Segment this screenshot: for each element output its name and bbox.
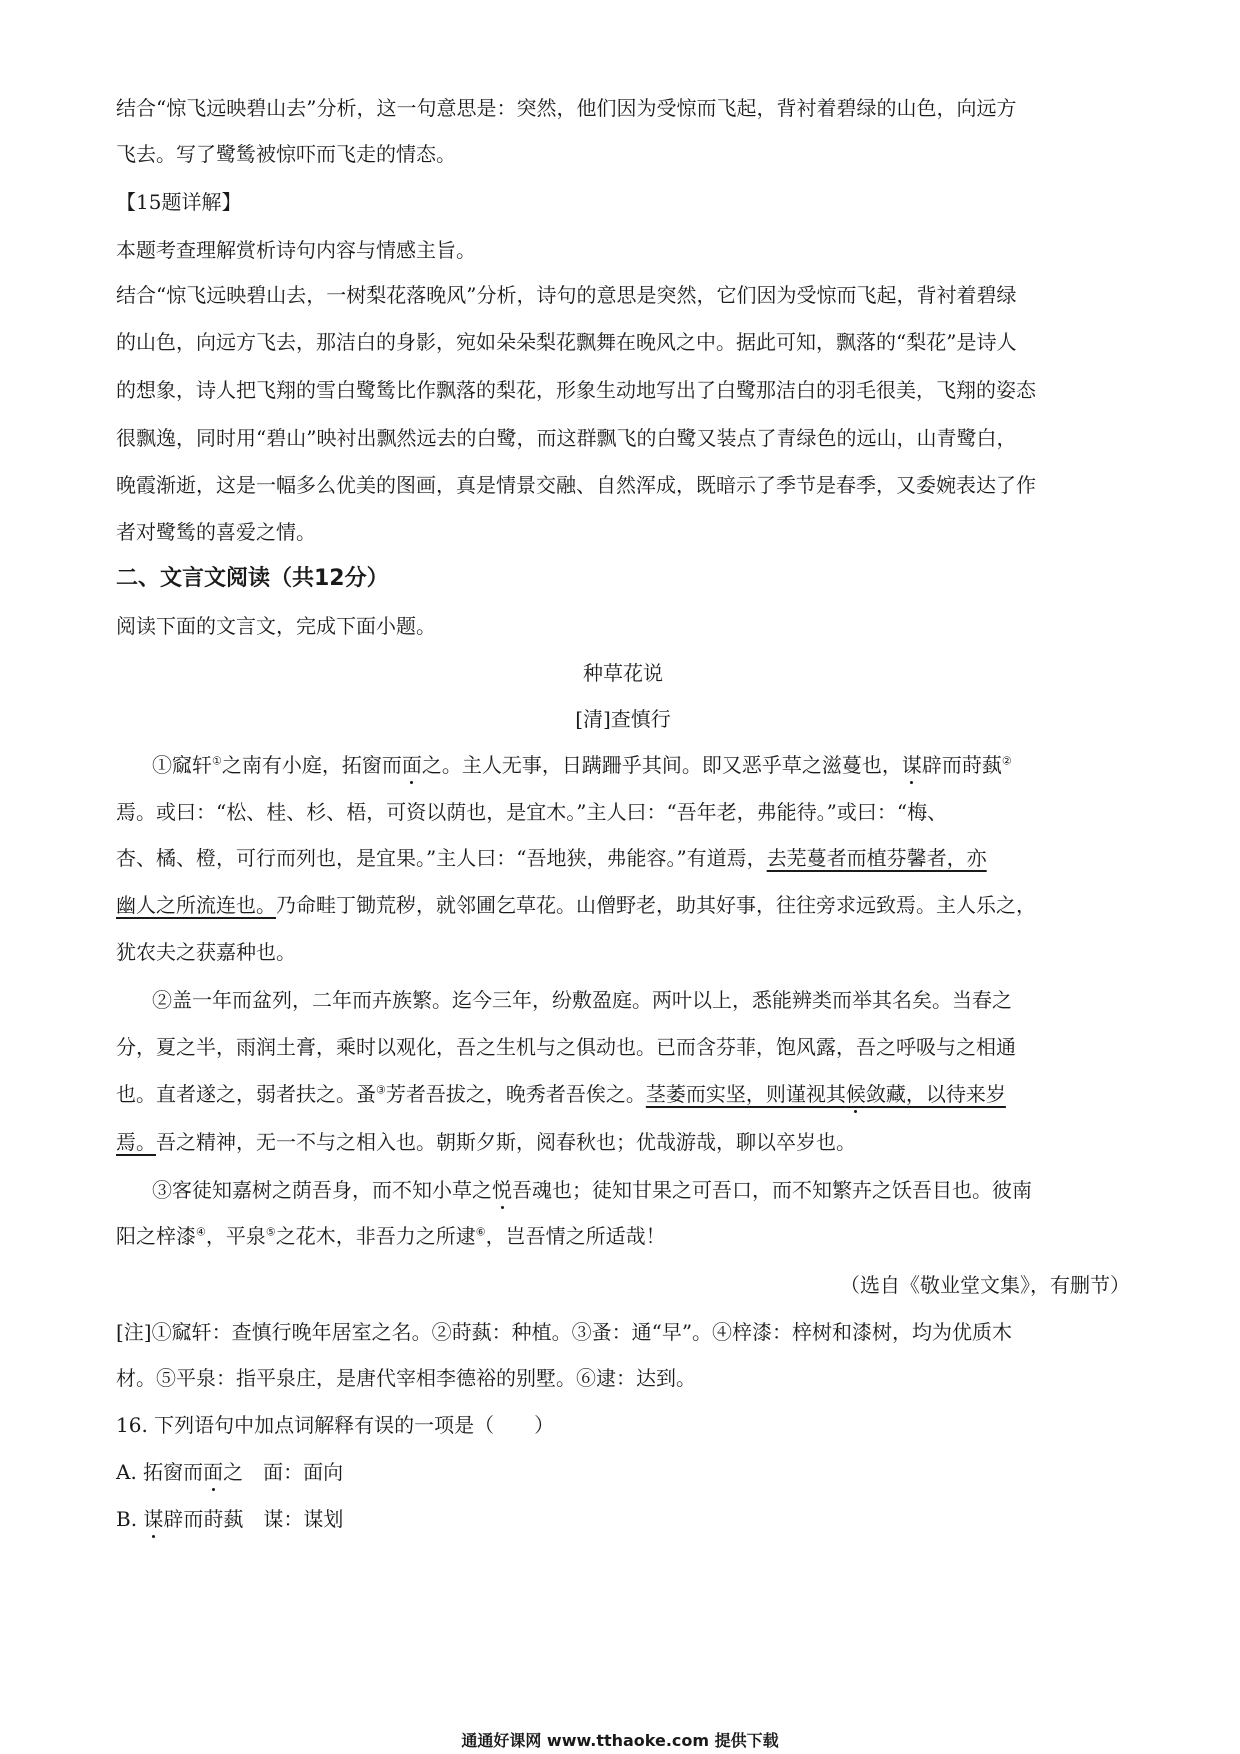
- text-line: 幽人之所流连也。乃命畦丁锄荒秽，就邻圃乞草花。山僧野老，助其好事，往往旁求远致焉。主人乐之，: [116, 893, 1036, 917]
- question-16: 16. 下列语句中加点词解释有误的一项是（ ）: [116, 1413, 555, 1437]
- dotted-word: 悦: [492, 1178, 512, 1202]
- text-line: 焉。或曰：“松、桂、杉、梧，可资以荫也，是宜木。”主人曰：“吾年老，弗能待。”或曰：“梅、: [116, 800, 948, 824]
- text-line: 很飘逸，同时用“碧山”映衬出飘然远去的白鹭，而这群飘飞的白鹭又装点了青绿色的远山，山青鹭白，: [116, 426, 1017, 450]
- text-line: 的想象，诗人把飞翔的雪白鹭鸶比作飘落的梨花，形象生动地写出了白鹭那洁白的羽毛很美，飞翔的姿态: [116, 378, 1036, 402]
- source-citation: （选自《敬业堂文集》，有删节）: [840, 1273, 1130, 1297]
- underlined-sentence: 去芜蔓者而植芬馨者，亦: [766, 846, 987, 870]
- annotation-line: [注]①窳轩：查慎行晚年居室之名。②莳蓺：种植。③蚤：通“早”。④梓漆：梓树和漆树，均为优质木: [116, 1320, 1013, 1344]
- essay-paragraph-2: ②盖一年而盆列，二年而卉族繁。迄今三年，纷敷盈庭。两叶以上，悉能辨类而举其名矣。当春之: [152, 988, 1012, 1012]
- option-b: B. 谋辟而莳蓺 谋：谋划: [116, 1507, 344, 1531]
- page-footer: 通通好课网 www.tthaoke.com 提供下载: [461, 1731, 779, 1750]
- dotted-word: 谋: [143, 1507, 164, 1531]
- section-heading: 二、文言文阅读（共12分）: [116, 566, 389, 591]
- text-line: 阳之梓漆④，平泉⑤之花木，非吾力之所逮⑥，岂吾情之所适哉！: [116, 1224, 666, 1248]
- dotted-word: 谋: [901, 753, 922, 777]
- text-line: 杏、橘、橙，可行而列也，是宜果。”主人曰：“吾地狭，弗能容。”有道焉，去芜蔓者而植芬馨者，亦: [116, 846, 987, 870]
- text-line: 者对鹭鸶的喜爱之情。: [116, 520, 316, 544]
- essay-paragraph-3: ③客徒知嘉树之荫吾身，而不知小草之悦吾魂也；徒知甘果之可吾口，而不知繁卉之饫吾目也。彼南: [152, 1178, 1032, 1202]
- dotted-word: 面: [401, 753, 422, 777]
- essay-title: 种草花说: [583, 661, 663, 685]
- text-line: 也。直者遂之，弱者扶之。蚤③芳者吾拔之，晚秀者吾俟之。茎萎而实坚，则谨视其候敛藏，以待来岁: [116, 1082, 1006, 1106]
- text-line: 本题考查理解赏析诗句内容与情感主旨。: [116, 238, 476, 262]
- essay-paragraph-1: ①窳轩①之南有小庭，拓窗而面之。主人无事，日蹒跚乎其间。即又恶乎草之滋蔓也，谋辟而莳蓺②: [152, 753, 1012, 777]
- dotted-word: 候: [845, 1082, 866, 1106]
- text-line: 的山色，向远方飞去，那洁白的身影，宛如朵朵梨花飘舞在晚风之中。据此可知，飘落的“梨花”是诗人: [116, 330, 1017, 354]
- text-line: 分，夏之半，雨润土膏，乘时以观化，吾之生机与之俱动也。已而含芬菲，饱风露，吾之呼吸与之相通: [116, 1035, 1016, 1059]
- annotation-line: 材。⑤平泉：指平泉庄，是唐代宰相李德裕的别墅。⑥逮：达到。: [116, 1366, 696, 1390]
- essay-author: [清]查慎行: [575, 707, 671, 731]
- text-line: 犹农夫之获嘉种也。: [116, 940, 296, 964]
- question-detail-heading: 【15题详解】: [116, 190, 242, 214]
- underlined-sentence: 幽人之所流连也。: [116, 893, 276, 917]
- text-line: 晚霞渐逝，这是一幅多么优美的图画，真是情景交融、自然浑成，既暗示了季节是春季，又委婉表达了作: [116, 473, 1036, 497]
- text-line: 阅读下面的文言文，完成下面小题。: [116, 614, 436, 638]
- text-line: 结合“惊飞远映碧山去，一树梨花落晚风”分析，诗句的意思是突然，它们因为受惊而飞起，背衬着碧绿: [116, 283, 1017, 307]
- underlined-sentence: 茎萎而实坚，则谨视其候敛藏，以待来岁: [645, 1082, 1006, 1106]
- text-line: 飞去。写了鹭鸶被惊吓而飞走的情态。: [116, 142, 456, 166]
- text-line: 焉。吾之精神，无一不与之相入也。朝斯夕斯，阅春秋也；优哉游哉，聊以卒岁也。: [116, 1130, 856, 1154]
- underlined-sentence: 焉。: [116, 1130, 156, 1154]
- text-line: 结合“惊飞远映碧山去”分析，这一句意思是：突然，他们因为受惊而飞起，背衬着碧绿的山色，向远方: [116, 96, 1017, 120]
- option-a: A. 拓窗而面之 面：面向: [116, 1460, 344, 1484]
- dotted-word: 面: [203, 1460, 224, 1484]
